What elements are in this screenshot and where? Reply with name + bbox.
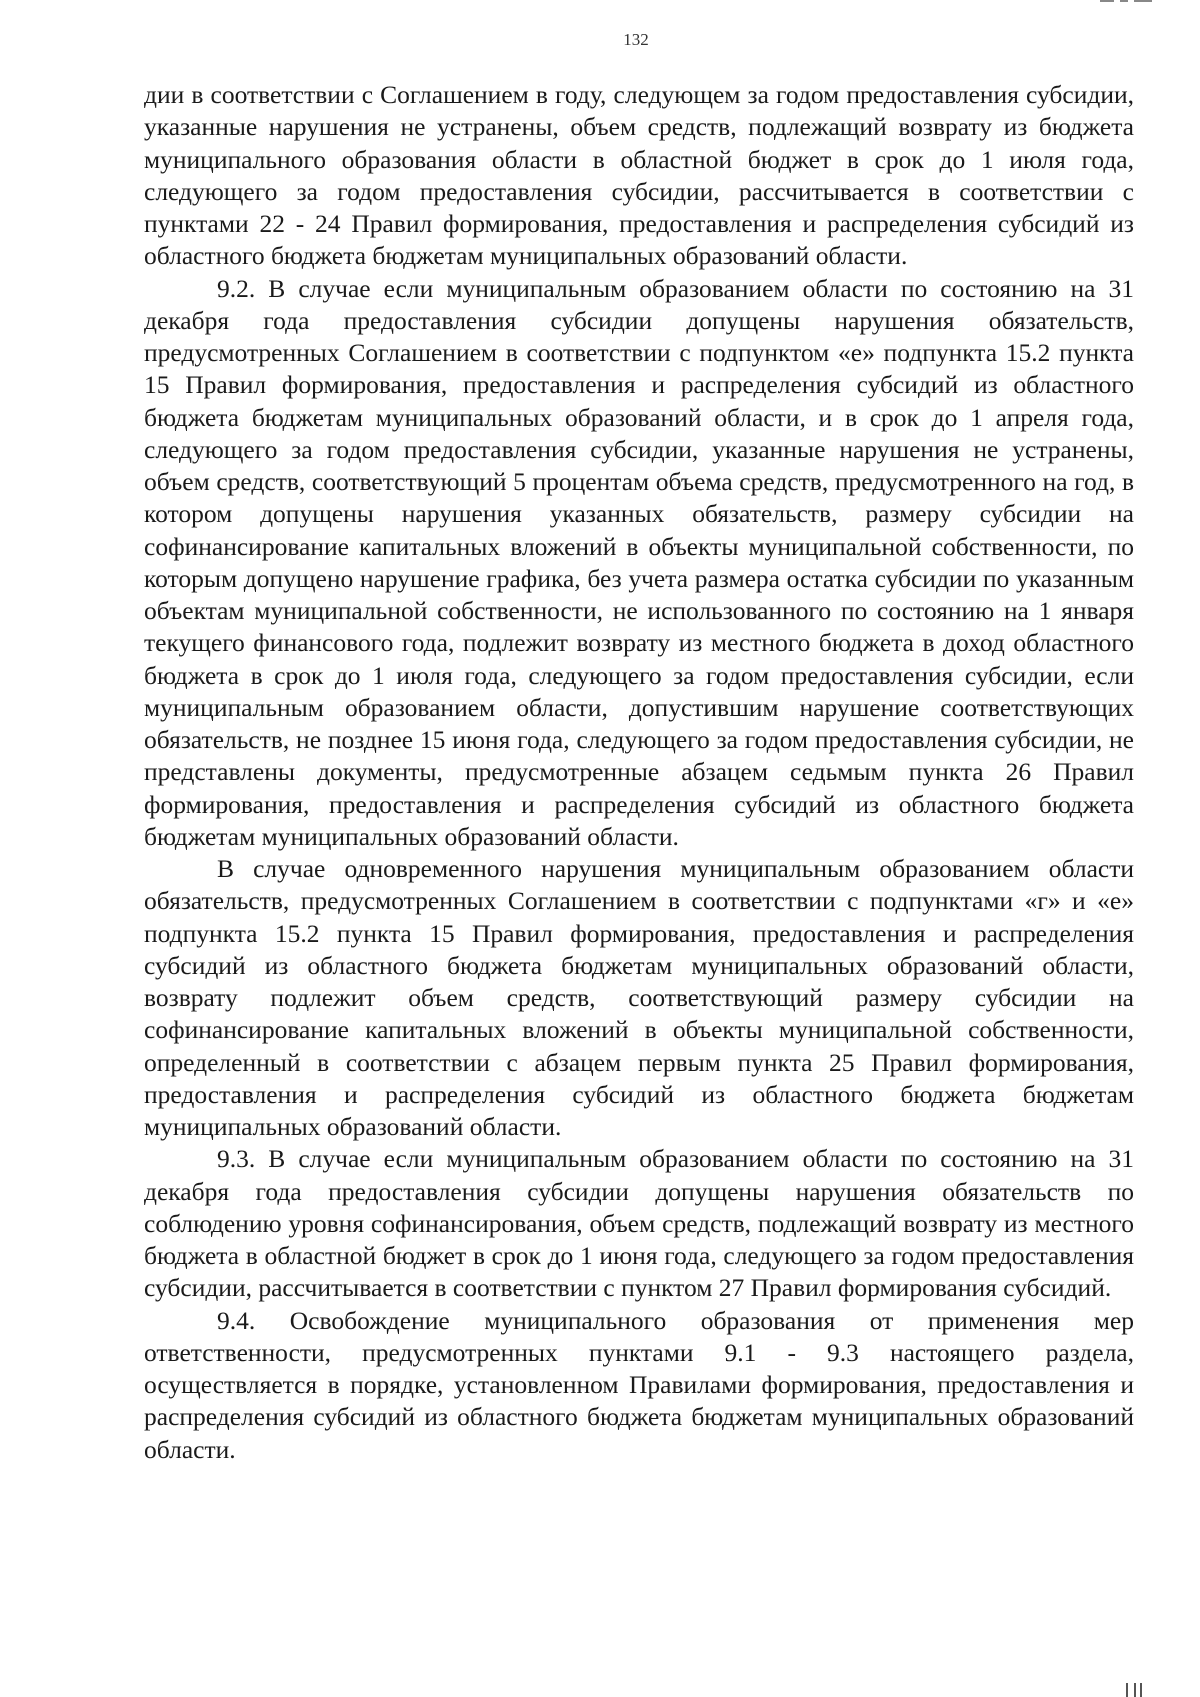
paragraph-9-3: 9.3. В случае если муниципальным образованием области по состоянию на 31 декабря года предоставления субсидии допущены нарушения обязательств по соблюдению уровня софинансирования, объем средств, подлежащий возврату из местного бюджета в областной бюджет в срок до 1 июня года, следующего за годом предоставления субсидии, рассчитывается в соответствии с пунктом 27 Правил формирования субсидий. [144, 1144, 1134, 1303]
paragraph-9-2: 9.2. В случае если муниципальным образованием области по состоянию на 31 декабря года предоставления субсидии допущены нарушения обязательств, предусмотренных Соглашением в соответствии с подпунктом «е» подпункта 15.2 пункта 15 Правил формирования, предоставления и распределения субсидий из областного бюджета бюджетам муниципальных образований области, и в срок до 1 апреля года, следующего за годом предоставления субсидии, указанные нарушения не устранены, объем средств, соответствующий 5 процентам объема средств, предусмотренного на год, в котором допущены нарушения указанных обязательств, размеру субсидии на софинансирование капитальных вложений в объекты муниципальной собственности, по которым допущено нарушение графика, без учета размера остатка субсидии по указанным объектам муниципальной собственности, не использованного по состоянию на 1 января текущего финансового года, подлежит возврату из местного бюджета в доход областного бюджета в срок до 1 июля года, следующего за годом предоставления субсидии, если муниципальным образованием области, допустившим нарушение соответствующих обязательств, не позднее 15 июня года, следующего за годом предоставления субсидии, не представлены документы, предусмотренные абзацем седьмым пункта 26 Правил формирования, предоставления и распределения субсидий из областного бюджета бюджетам муниципальных образований области. [144, 273, 1134, 851]
scan-edge-mark [1100, 0, 1160, 3]
paragraph-simultaneous-violation: В случае одновременного нарушения муниципальным образованием области обязательств, предусмотренных Соглашением в соответствии с подпунктами «г» и «е» подпункта 15.2 пункта 15 Правил формирования, предоставления и распределения субсидий из областного бюджета бюджетам муниципальных образований области, возврату подлежит объем средств, соответствующий размеру субсидии на софинансирование капитальных вложений в объекты муниципальной собственности, определенный в соответствии с абзацем первым пункта 25 Правил формирования, предоставления и распределения субсидий из областного бюджета бюджетам муниципальных образований области. [144, 854, 1134, 1141]
document-body [144, 79, 1134, 1466]
paragraph-continuation: дии в соответствии с Соглашением в году, следующем за годом предоставления субсидии, указанные нарушения не устранены, объем средств, подлежащий возврату из бюджета муниципального образования области в областной бюджет в срок до 1 июля года, следующего за годом предоставления субсидии, рассчитывается в соответствии с пунктами 22 - 24 Правил формирования, предоставления и распределения субсидий из областного бюджета бюджетам муниципальных образований области. [144, 80, 1134, 271]
page-number: 132 [623, 30, 649, 49]
scan-corner-mark [1126, 1683, 1148, 1697]
paragraph-9-4: 9.4. Освобождение муниципального образования от применения мер ответственности, предусмотренных пунктами 9.1 - 9.3 настоящего раздела, осуществляется в порядке, установленном Правилами формирования, предоставления и распределения субсидий из областного бюджета бюджетам муниципальных образований области. [144, 1305, 1134, 1464]
